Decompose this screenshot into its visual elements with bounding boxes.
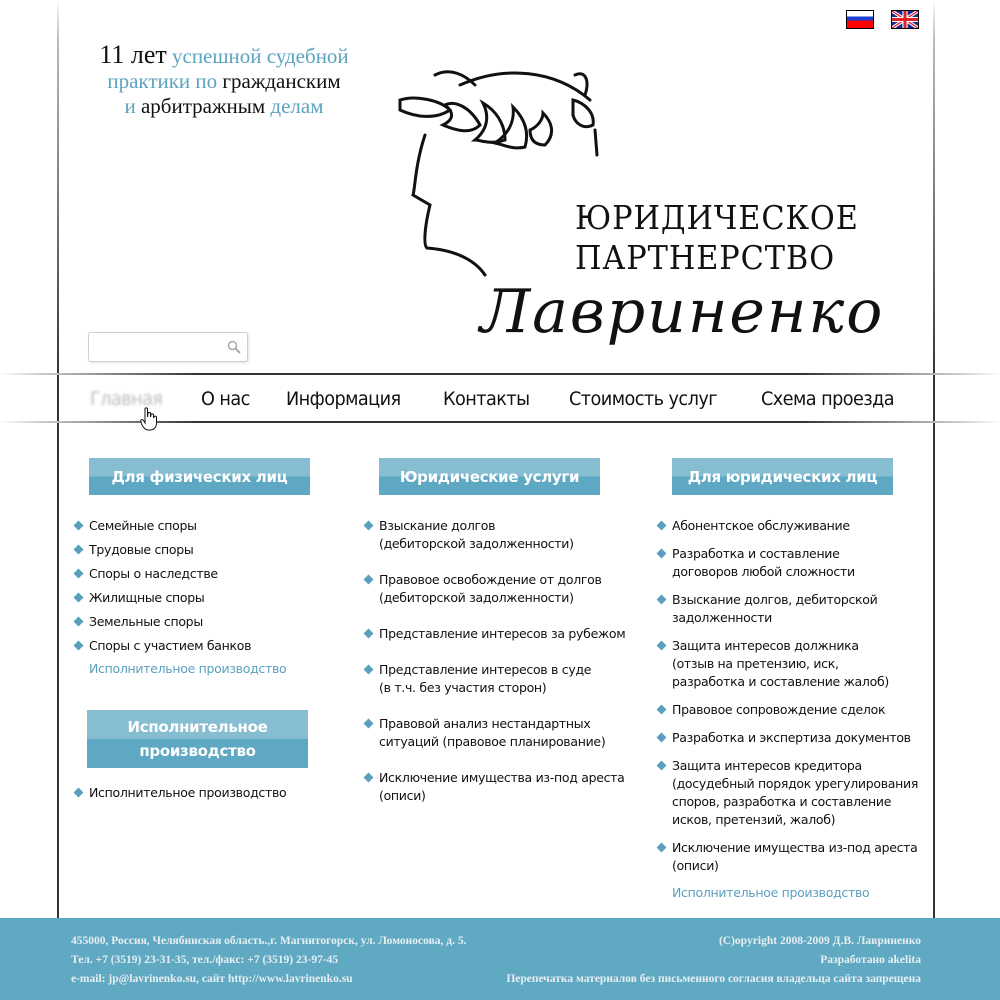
language-ru-flag-icon[interactable] xyxy=(846,10,874,29)
enforcement-proceedings-link[interactable]: Исполнительное производство xyxy=(89,661,287,676)
section-header-individuals: Для физических лиц xyxy=(89,458,310,495)
column-legal-entities xyxy=(658,458,933,900)
slogan-text: гражданским xyxy=(217,69,341,93)
list-item[interactable]: Исключение имущества из-под ареста (описи) xyxy=(658,839,933,875)
nav-item-home[interactable]: Главная xyxy=(90,388,163,410)
slogan-years: 11 лет xyxy=(99,40,167,69)
list-item[interactable]: Споры с участием банков xyxy=(75,637,345,655)
column-individuals xyxy=(75,458,345,808)
search-box xyxy=(88,332,248,362)
uk-flag-graphic xyxy=(892,11,918,28)
section-header-legal-entities: Для юридических лиц xyxy=(672,458,893,495)
nav-item-about[interactable]: О нас xyxy=(200,388,250,410)
list-item[interactable]: Взыскание долгов (дебиторской задолженности) xyxy=(365,517,645,553)
list-item[interactable]: Представление интересов за рубежом xyxy=(365,625,645,643)
list-item[interactable]: Защита интересов должника (отзыв на претензию, иск, разработка и составление жалоб) xyxy=(658,637,933,691)
enforcement-proceedings-link[interactable]: Исполнительное производство xyxy=(672,885,870,900)
list-item[interactable]: Споры о наследстве xyxy=(75,565,345,583)
list-item[interactable]: Абонентское обслуживание xyxy=(658,517,933,535)
footer-email-site[interactable]: e-mail: jp@lavrinenko.su, сайт http://www.lavrinenko.su xyxy=(71,973,353,985)
enforcement-block xyxy=(75,710,345,802)
slogan-text: практики по xyxy=(107,69,218,93)
list-item[interactable]: Правовой анализ нестандартных ситуаций (правовое планирование) xyxy=(365,715,645,751)
footer-phones: Тел. +7 (3519) 23-31-35, тел./факс: +7 (3519) 23-97-45 xyxy=(71,954,339,966)
list-item[interactable]: Защита интересов кредитора (досудебный порядок урегулирования споров, разработка и составление исков, претензий, жалоб) xyxy=(658,757,933,829)
legal-services-list xyxy=(365,517,645,805)
language-en-flag-icon[interactable] xyxy=(891,10,919,29)
header-line: Исполнительное xyxy=(127,718,268,736)
nav-item-directions[interactable]: Схема проезда xyxy=(760,388,894,410)
page-frame-right xyxy=(933,0,935,918)
footer-address: 455000, Россия, Челябинская область.,г. Магнитогорск, ул. Ломоносова, д. 5. xyxy=(71,935,467,947)
list-item[interactable]: Разработка и экспертиза документов xyxy=(658,729,933,747)
slogan xyxy=(78,42,370,119)
list-item[interactable]: Правовое освобождение от долгов (дебиторской задолженности) xyxy=(365,571,645,607)
logo-title-line2: ПАРТНЕРСТВО xyxy=(575,238,836,277)
list-item[interactable]: Земельные споры xyxy=(75,613,345,631)
list-item[interactable]: Разработка и составление договоров любой сложности xyxy=(658,545,933,581)
company-logo[interactable] xyxy=(395,45,915,355)
logo-title-line1: ЮРИДИЧЕСКОЕ xyxy=(575,198,859,237)
nav-divider-top xyxy=(0,373,1000,375)
logo-name-script: Лавриненко xyxy=(480,277,885,347)
slogan-text: успешной судебной xyxy=(166,44,349,68)
nav-item-contacts[interactable]: Контакты xyxy=(442,388,530,410)
slogan-text: арбитражным xyxy=(135,94,266,118)
list-item[interactable]: Исключение имущества из-под ареста (описи) xyxy=(365,769,645,805)
slogan-text: и xyxy=(124,94,136,118)
list-item[interactable]: Представление интересов в суде (в т.ч. без участия сторон) xyxy=(365,661,645,697)
list-item[interactable]: Трудовые споры xyxy=(75,541,345,559)
section-header-legal-services: Юридические услуги xyxy=(379,458,600,495)
search-icon[interactable] xyxy=(227,340,241,354)
header-line: производство xyxy=(139,742,256,760)
list-item[interactable]: Семейные споры xyxy=(75,517,345,535)
section-header-enforcement xyxy=(87,710,308,768)
footer-contacts xyxy=(71,932,467,989)
footer-notice: Перепечатка материалов без письменного согласия владельца сайта запрещена xyxy=(506,973,921,985)
list-item[interactable]: Правовое сопровождение сделок xyxy=(658,701,933,719)
enforcement-list xyxy=(75,784,345,802)
list-item[interactable]: Исполнительное производство xyxy=(75,784,345,802)
footer-copyright: (C)opyright 2008-2009 Д.В. Лавриненко xyxy=(718,935,921,947)
individuals-services-list xyxy=(75,517,345,655)
list-item[interactable]: Взыскание долгов, дебиторской задолженности xyxy=(658,591,933,627)
legal-entities-list xyxy=(658,517,933,875)
page-frame-left xyxy=(57,0,59,918)
footer xyxy=(0,918,1000,1000)
nav-item-information[interactable]: Информация xyxy=(286,388,402,410)
list-item[interactable]: Жилищные споры xyxy=(75,589,345,607)
footer-developer[interactable]: Разработано akelita xyxy=(820,954,921,966)
hand-cursor-icon xyxy=(140,407,158,431)
main-nav xyxy=(90,385,937,413)
search-input[interactable] xyxy=(89,333,219,361)
column-legal-services xyxy=(365,458,645,823)
slogan-text: делам xyxy=(265,94,324,118)
footer-legal xyxy=(506,932,921,989)
nav-item-prices[interactable]: Стоимость услуг xyxy=(568,388,717,410)
